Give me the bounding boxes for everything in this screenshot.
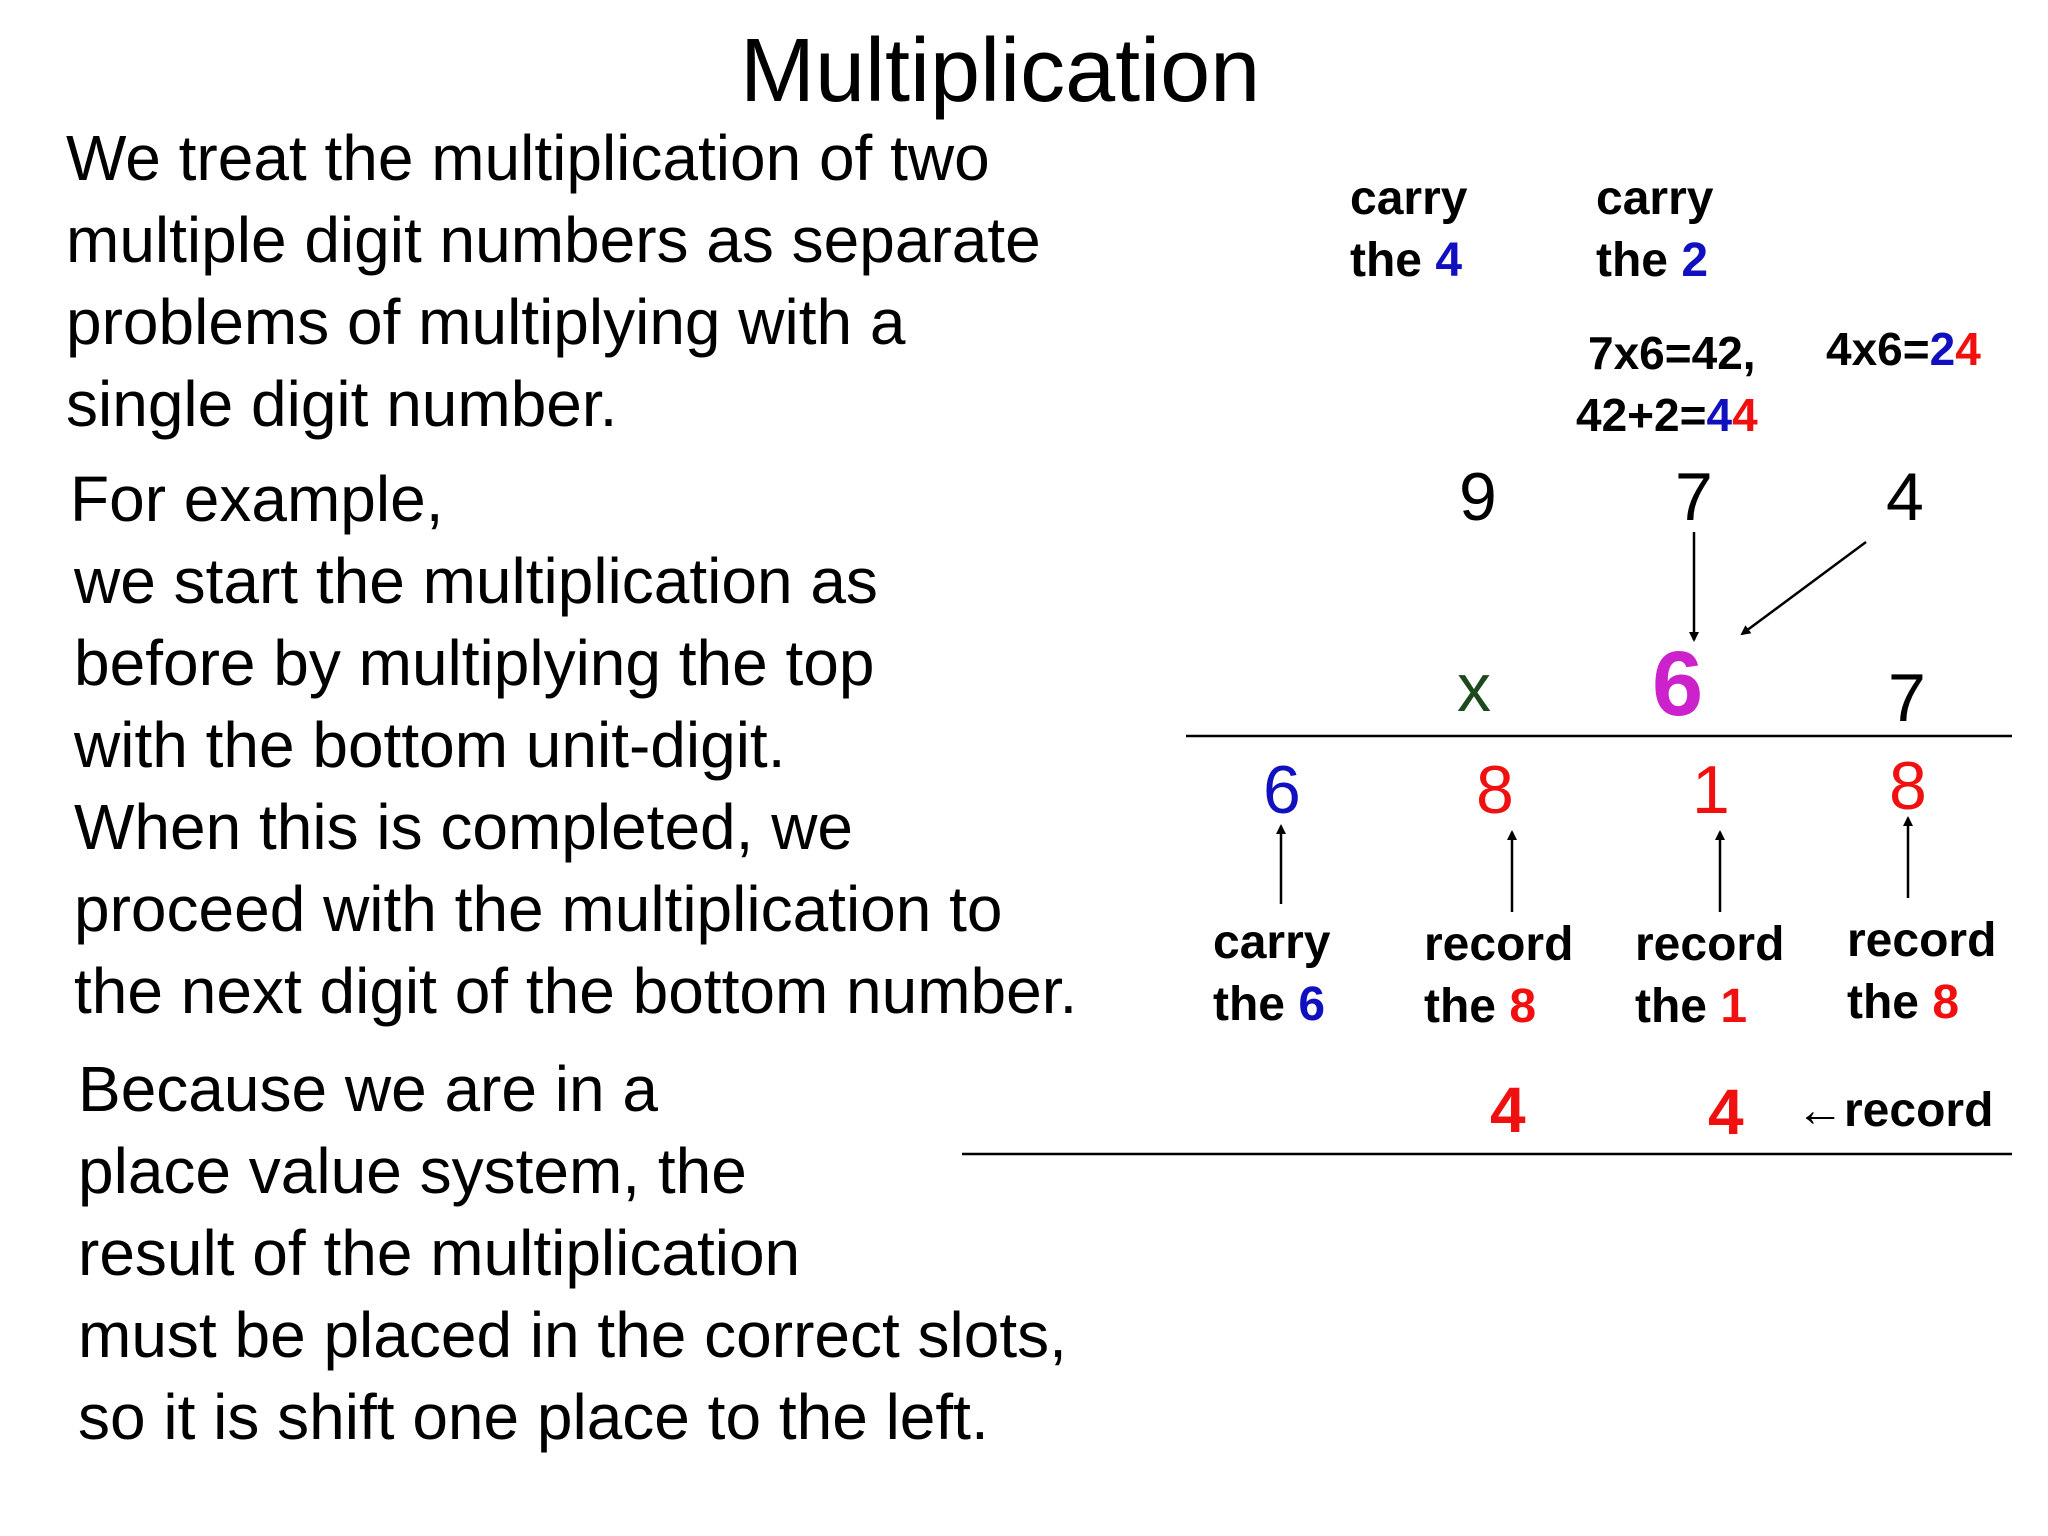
- record-digit: 1: [1720, 980, 1748, 1033]
- intro-line: We treat the multiplication of two: [66, 122, 990, 194]
- note-prefix: the: [1847, 976, 1933, 1029]
- diagonal-arrow: [1742, 542, 1866, 634]
- shift-line: place value system, the: [78, 1135, 747, 1207]
- example-line: before by multiplying the top: [74, 627, 875, 699]
- top-digit-tens: 7: [1675, 459, 1713, 535]
- shift-line: so it is shift one place to the left.: [78, 1381, 989, 1453]
- note-line: carry: [1350, 172, 1468, 225]
- note-line: record: [1424, 918, 1574, 971]
- example-heading: For example,: [70, 463, 444, 535]
- page-title: Multiplication: [740, 21, 1261, 121]
- shift-line: Because we are in a: [78, 1053, 658, 1125]
- bottom-digit-units: 7: [1888, 660, 1926, 736]
- second-partial-digit-thousands: 4: [1490, 1074, 1526, 1146]
- intro-line: single digit number.: [66, 368, 618, 440]
- calc-carry-digit: 2: [1929, 323, 1956, 375]
- times-sign: x: [1457, 650, 1491, 726]
- note-prefix: the: [1350, 234, 1436, 287]
- example-line: with the bottom unit-digit.: [74, 709, 786, 781]
- example-line: proceed with the multiplication to: [74, 873, 1003, 945]
- calc-carry-digit: 4: [1706, 389, 1733, 441]
- partial-digit-hundreds: 8: [1476, 752, 1514, 828]
- record-digit: 8: [1509, 980, 1537, 1033]
- record-arrow-label: ←record: [1796, 1084, 1994, 1137]
- second-partial-digit-hundreds: 4: [1708, 1076, 1744, 1148]
- calc-record-digit: 4: [1732, 389, 1758, 441]
- intro-line: problems of multiplying with a: [66, 286, 906, 358]
- example-line: we start the multiplication as: [74, 545, 878, 617]
- note-prefix: the: [1213, 978, 1299, 1031]
- note-line: carry: [1596, 172, 1714, 225]
- calc-note-mid-line1: 7x6=42,: [1588, 327, 1756, 379]
- calc-prefix: 4x6=: [1826, 323, 1930, 375]
- note-prefix: the: [1424, 980, 1510, 1033]
- calc-prefix: 42+2=: [1576, 389, 1707, 441]
- calc-record-digit: 4: [1955, 323, 1981, 375]
- note-line: record: [1847, 914, 1997, 967]
- intro-line: multiple digit numbers as separate: [66, 204, 1041, 276]
- top-digit-hundreds: 9: [1459, 459, 1497, 535]
- carry-digit: 6: [1298, 978, 1326, 1031]
- note-line: carry: [1213, 916, 1331, 969]
- shift-line: must be placed in the correct slots,: [78, 1299, 1067, 1371]
- bottom-digit-tens: 6: [1652, 633, 1704, 735]
- shift-line: result of the multiplication: [78, 1217, 801, 1289]
- partial-digit-thousands: 6: [1263, 752, 1301, 828]
- note-prefix: the: [1635, 980, 1721, 1033]
- note-prefix: the: [1596, 234, 1682, 287]
- partial-digit-units: 8: [1889, 748, 1927, 824]
- partial-digit-tens: 1: [1692, 752, 1730, 828]
- carry-digit: 4: [1435, 234, 1463, 287]
- carry-digit: 2: [1681, 234, 1709, 287]
- record-digit: 8: [1932, 976, 1960, 1029]
- example-line: the next digit of the bottom number.: [74, 955, 1078, 1027]
- example-line: When this is completed, we: [74, 791, 853, 863]
- top-digit-units: 4: [1886, 459, 1924, 535]
- note-line: record: [1635, 918, 1785, 971]
